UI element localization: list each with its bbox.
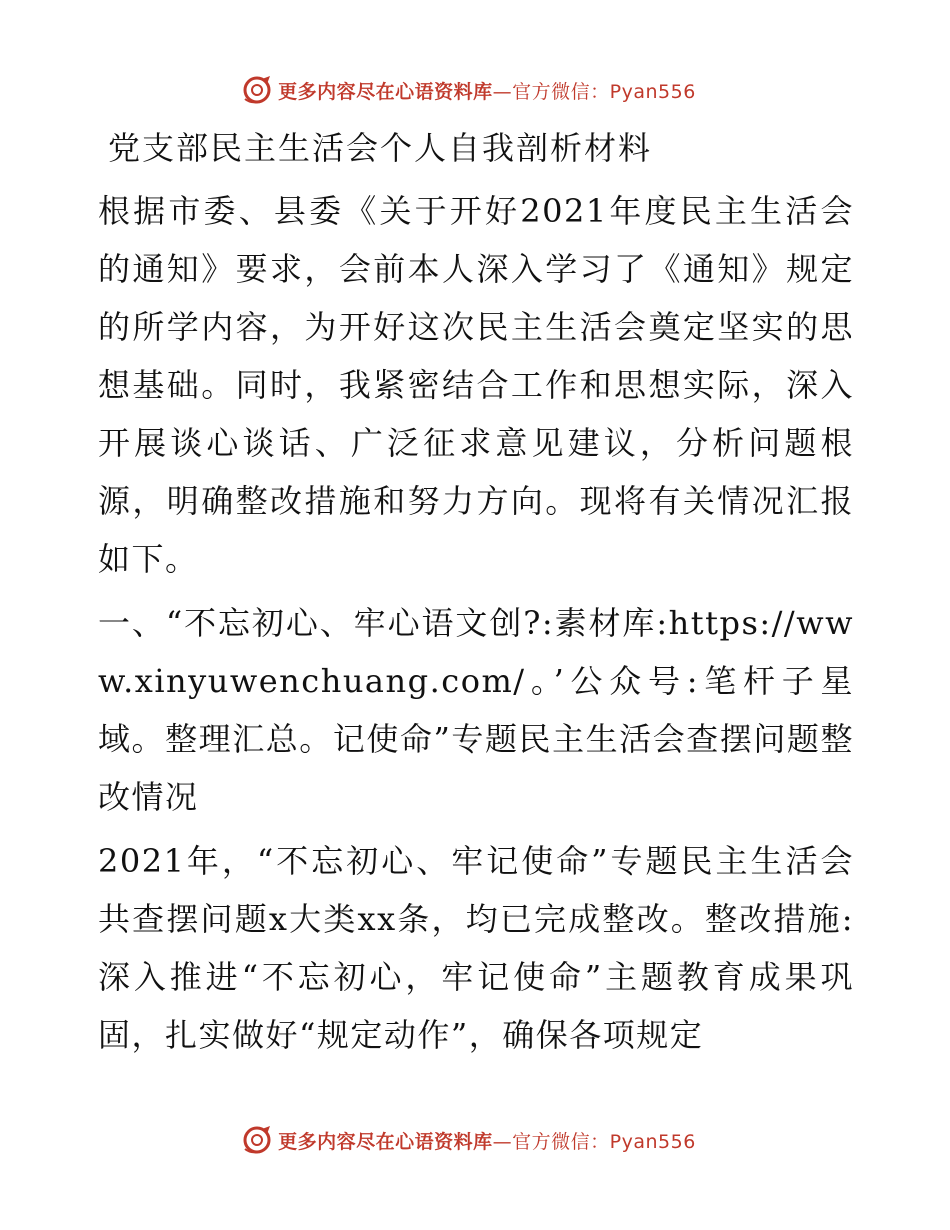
document-title: 党支部民主生活会个人自我剖析材料: [108, 129, 653, 167]
watermark-separator: —: [492, 1130, 513, 1153]
paragraph-intro: 根据市委、县委《关于开好2021年度民主生活会的通知》要求，会前本人深入学习了《通知》规定的所学内容，为开好这次民主生活会奠定坚实的思想基础。同时，我紧密结合工作和思想实际，深入开展谈心谈话、广泛征求意见建议，分析问题根源，明确整改措施和努力方向。现将有关情况汇报如下。: [98, 192, 854, 578]
paragraph-section-one-heading: 一、“不忘初心、牢心语文创?:素材库:https://www.xinyuwenchuang.com/。’公众号:笔杆子星域。整理汇总。记使命”专题民主生活会查摆问题整改情况: [98, 604, 854, 816]
watermark-main-text: 更多内容尽在心语资料库: [278, 1130, 493, 1153]
pen-circle-logo-icon: [242, 75, 272, 105]
watermark-main-text: 更多内容尽在心语资料库: [278, 80, 493, 103]
watermark-wechat-text: 官方微信：Pyan556: [512, 1130, 696, 1153]
document-body: [98, 126, 854, 1070]
watermark-banner-top: [0, 72, 950, 108]
pen-circle-logo-icon: [242, 1125, 272, 1155]
watermark-content: [242, 1125, 696, 1155]
watermark-content: [242, 75, 696, 105]
watermark-banner-bottom: [0, 1122, 950, 1158]
watermark-text: [278, 77, 696, 104]
watermark-wechat-text: 官方微信：Pyan556: [512, 80, 696, 103]
paragraph-section-one-body: 2021年，“不忘初心、牢记使命”专题民主生活会共查摆问题x大类xx条，均已完成整改。整改措施:深入推进“不忘初心，牢记使命”主题教育成果巩固，扎实做好“规定动作”，确保各项规定: [98, 842, 854, 1054]
watermark-text: [278, 1127, 696, 1154]
watermark-separator: —: [492, 80, 513, 103]
